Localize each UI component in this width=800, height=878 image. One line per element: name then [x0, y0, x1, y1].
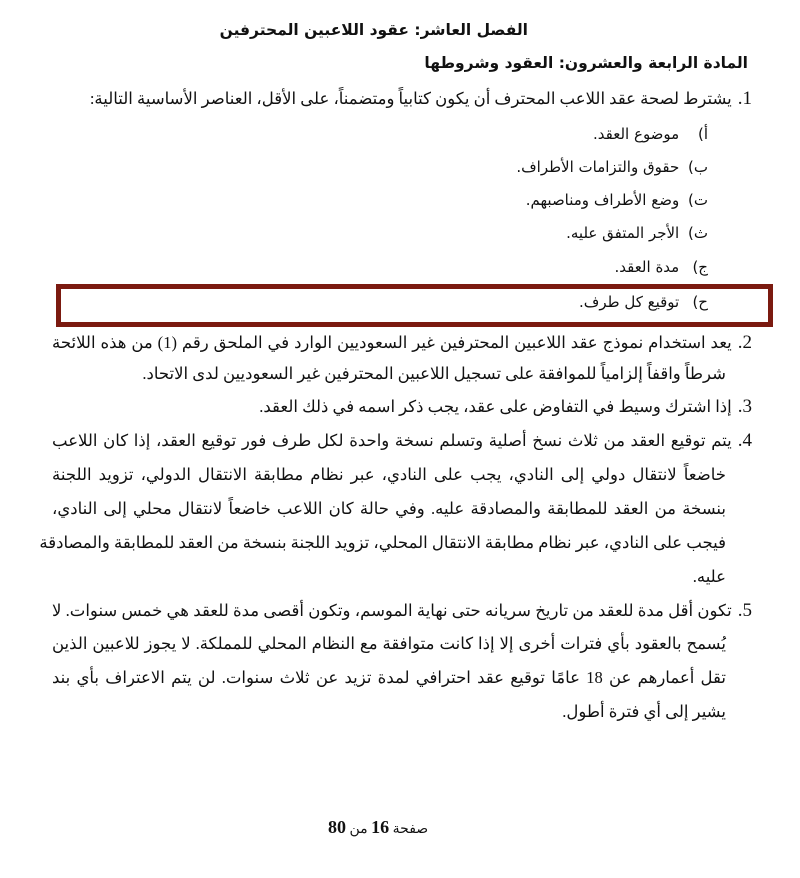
clause-5-line-1 — [52, 600, 752, 622]
clause-text: يشترط لصحة عقد اللاعب المحترف أن يكون كتابياً ومتضمناً، على الأقل، العناصر الأساسية التالية: — [89, 89, 732, 108]
sub-item-text: توقيع كل طرف. — [579, 293, 680, 311]
sub-item-letter: ث) — [688, 224, 708, 242]
clause-text: يتم توقيع العقد من ثلاث نسخ أصلية وتسلم نسخة واحدة لكل طرف فور توقيع العقد، إذا كان اللاعب — [52, 431, 732, 450]
clause-number: 3. — [737, 396, 752, 417]
clause-number: 4. — [737, 430, 752, 451]
sub-item-th — [566, 222, 708, 244]
sub-item-letter: أ) — [697, 125, 708, 143]
clause-number: 5. — [737, 600, 752, 621]
page-of: من — [349, 822, 368, 837]
sub-item-text: الأجر المتفق عليه. — [566, 224, 680, 242]
chapter-title: الفصل العاشر: عقود اللاعبين المحترفين — [219, 21, 528, 39]
clause-1 — [90, 88, 752, 110]
clause-2-line-2: شرطاً واقفاً إلزامياً للموافقة على تسجيل اللاعبين المحترفين غير السعوديين لدى الاتحاد. — [142, 364, 726, 383]
clause-text: إذا اشترك وسيط في التفاوض على عقد، يجب ذكر اسمه في ذلك العقد. — [259, 397, 732, 416]
clause-3 — [259, 396, 752, 418]
clause-text: يعد استخدام نموذج عقد اللاعبين المحترفين غير السعوديين الوارد في الملحق رقم (1) من هذه اللائحة — [52, 333, 732, 352]
clause-number: 2. — [737, 332, 753, 353]
sub-item-text: مدة العقد. — [614, 258, 680, 276]
clause-number: 1. — [737, 88, 752, 109]
clause-4-line-3: بنسخة من العقد للمطابقة والمصادقة عليه. وفي حالة كان اللاعب خاضعاً لانتقال محلي إلى النادي، — [52, 499, 726, 518]
sub-item-letter: ج) — [692, 258, 708, 276]
article-title: المادة الرابعة والعشرون: العقود وشروطها — [424, 54, 748, 72]
clause-4-line-4: فيجب على النادي، عبر نظام مطابقة الانتقال المحلي، تزويد اللجنة بنسخة من العقد للمطابقة والمصادقة — [39, 533, 726, 552]
sub-item-text: حقوق والتزامات الأطراف. — [516, 158, 680, 176]
page-label: صفحة — [392, 822, 429, 837]
sub-item-text: موضوع العقد. — [593, 125, 680, 143]
sub-item-a — [593, 123, 708, 145]
clause-5-line-3: تقل أعمارهم عن 18 عامًا توقيع عقد احترافي لمدة تزيد عن ثلاث سنوات. لن يتم الاعتراف بأي بند — [52, 668, 726, 687]
sub-item-text: وضع الأطراف ومناصبهم. — [525, 191, 680, 209]
clause-5-line-2: يُسمح بالعقود بأي فترات أخرى إلا إذا كانت متوافقة مع النظام المحلي للمملكة. لا يجوز للاعبين الذين — [52, 634, 726, 653]
page-footer — [328, 817, 428, 838]
sub-item-t — [526, 189, 708, 211]
clause-4-line-2: خاضعاً لانتقال دولي إلى النادي، يجب على النادي، عبر نظام مطابقة الانتقال الدولي، تزويد اللجنة — [52, 465, 726, 484]
clause-4-line-1 — [52, 430, 752, 452]
clause-4-line-5: عليه. — [692, 567, 726, 586]
sub-item-h-highlighted — [579, 291, 708, 313]
sub-item-letter: ب) — [688, 158, 708, 176]
current-page: 16 — [371, 817, 390, 837]
total-pages: 80 — [328, 817, 346, 837]
clause-2-line-1 — [52, 332, 752, 354]
sub-item-letter: ح) — [692, 293, 708, 311]
sub-item-letter: ت) — [688, 191, 708, 209]
sub-item-b — [516, 156, 708, 178]
clause-5-line-4: يشير إلى أي فترة أطول. — [562, 702, 726, 721]
clause-text: تكون أقل مدة للعقد من تاريخ سريانه حتى نهاية الموسم، وتكون أقصى مدة للعقد هي خمس سنوات. لا — [52, 601, 732, 620]
sub-item-j — [614, 256, 708, 278]
